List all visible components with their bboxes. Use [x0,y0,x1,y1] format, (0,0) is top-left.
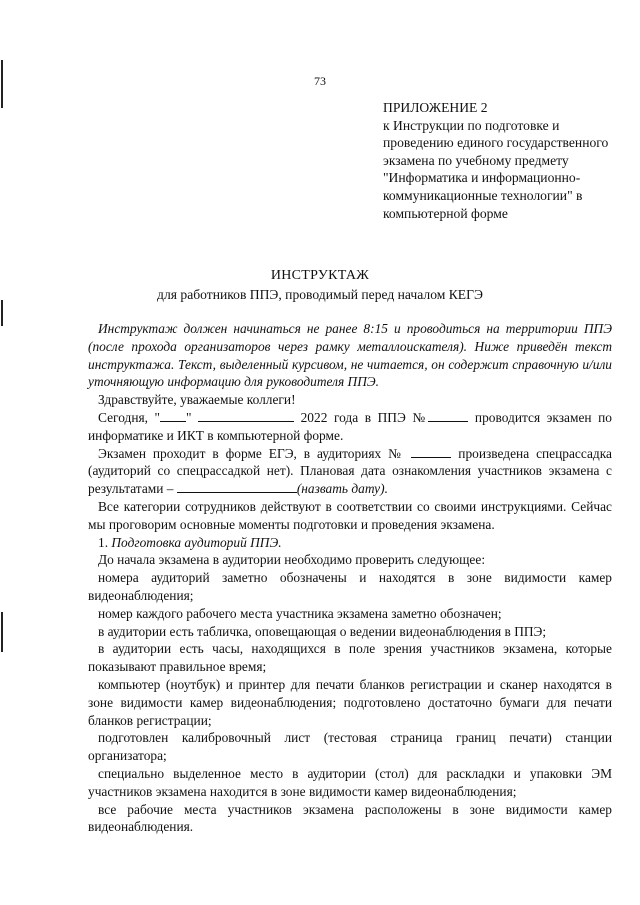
month-blank [198,409,294,422]
checklist-item: компьютер (ноутбук) и принтер для печати бланков регистрации и сканер находятся в зоне видимости камер видеонаблюдения; подготовлено достаточно бумаги для печати бланков регистрации; [88,676,612,728]
checklist-item: специально выделенное место в аудитории (стол) для раскладки и упаковки ЭМ участников экзамена находится в зоне видимости камер видеонаблюдения; [88,765,612,799]
day-blank [160,409,186,422]
page-number: 73 [314,74,326,88]
checklist-item: подготовлен калибровочный лист (тестовая страница границ печати) станции организатора; [88,730,612,764]
intro-italic-paragraph: Инструктаж должен начинаться не ранее 8:15 и проводиться на территории ППЭ (после прохода организаторов через рамку металлоискателя). Ниже приведён текст инструктажа. Текст, выделенный курсивом, не читается, он содержит справочную и/или уточняющую информацию для руководителя ППЭ. [88,321,612,390]
appendix-title: ПРИЛОЖЕНИЕ 2 [383,100,488,115]
document-subtitle: для работников ППЭ, проводимый перед началом КЕГЭ [157,287,483,302]
document-title: ИНСТРУКТАЖ [270,268,370,283]
rooms-blank [411,445,451,458]
appendix-header [383,99,615,222]
appendix-description: к Инструкции по подготовке и проведению единого государственного экзамена по учебному предмету "Информатика и информационно-коммуникационные технологии" в компьютерной форме [383,117,609,221]
checklist-item: номер каждого рабочего места участника экзамена заметно обозначен; [98,605,502,621]
checklist-item: в аудитории есть табличка, оповещающая о ведении видеонаблюдения в ППЭ; [98,623,547,639]
greeting-paragraph: Здравствуйте, уважаемые коллеги! [98,392,296,408]
checklist-item: все рабочие места участников экзамена расположены в зоне видимости камер видеонаблюдения. [88,801,612,835]
scan-edge-mark [1,300,3,326]
section-1-heading: 1. Подготовка аудиторий ППЭ. [98,534,282,550]
exam-form-paragraph: Экзамен проходит в форме ЕГЭ, в аудиториях № произведена спецрассадка (аудиторий со спецрассадкой нет). Плановая дата ознакомления участников экзамена с результатами – (назвать дату). [88,445,612,497]
scan-edge-mark [1,612,3,652]
checklist-item: в аудитории есть часы, находящихся в поле зрения участников экзамена, которые показывают правильное время; [88,641,612,675]
document-body [88,320,612,836]
before-start-paragraph: До начала экзамена в аудитории необходимо проверить следующее: [98,552,486,568]
results-date-blank [177,480,297,493]
checklist-item: номера аудиторий заметно обозначены и находятся в зоне видимости камер видеонаблюдения; [88,570,612,603]
ppe-number-blank [428,409,468,422]
today-paragraph: Сегодня, " " 2022 года в ППЭ № проводится экзамен по информатике и ИКТ в компьютерной форме. [88,409,612,443]
categories-paragraph: Все категории сотрудников действуют в соответствии со своими инструкциями. Сейчас мы проговорим основные моменты подготовки и проведения экзамена. [88,498,612,532]
